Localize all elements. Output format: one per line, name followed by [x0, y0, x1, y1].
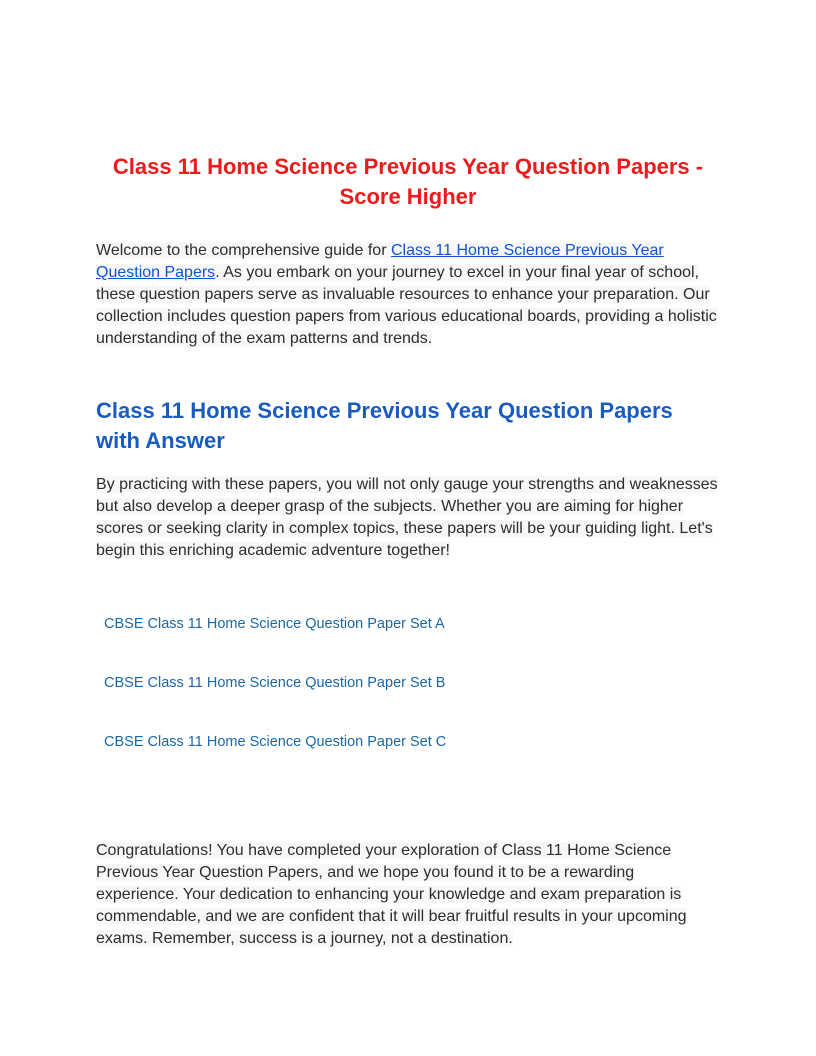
page-title: Class 11 Home Science Previous Year Question Papers - Score Higher: [112, 154, 704, 209]
paper-link-set-c[interactable]: CBSE Class 11 Home Science Question Paper Set C: [104, 734, 447, 750]
section-heading: Class 11 Home Science Previous Year Question Papers with Answer: [96, 398, 673, 453]
paper-links-list: [104, 614, 704, 791]
paper-link-set-a[interactable]: CBSE Class 11 Home Science Question Paper Set A: [104, 616, 445, 632]
paper-link-set-b[interactable]: CBSE Class 11 Home Science Question Paper Set B: [104, 675, 446, 691]
intro-paragraph: [96, 240, 720, 350]
closing-paragraph: [96, 840, 720, 950]
practice-paragraph-text: By practicing with these papers, you will not only gauge your strengths and weaknesses but also develop a deeper grasp of the subjects. Whether you are aiming for higher scores or seeking clarity in complex topics, these papers will be your guiding light. Let's begin this enriching academic adventure together!: [96, 476, 718, 559]
intro-text-after-link: . As you embark on your journey to excel in your final year of school, these question papers serve as invaluable resources to enhance your preparation. Our collection includes question papers from various educational boards, providing a holistic understanding of the exam patterns and trends.: [96, 264, 717, 347]
practice-paragraph: [96, 474, 720, 562]
intro-text-before-link: Welcome to the comprehensive guide for: [96, 242, 391, 259]
closing-paragraph-text: Congratulations! You have completed your exploration of Class 11 Home Science Previous Year Question Papers, and we hope you found it to be a rewarding experience. Your dedication to enhancing your knowledge and exam preparation is commendable, and we are confident that it will bear fruitful results in your upcoming exams. Remember, success is a journey, not a destination.: [96, 842, 687, 947]
home-science-papers-link[interactable]: Class 11 Home Science Previous Year Question Papers: [96, 242, 664, 281]
